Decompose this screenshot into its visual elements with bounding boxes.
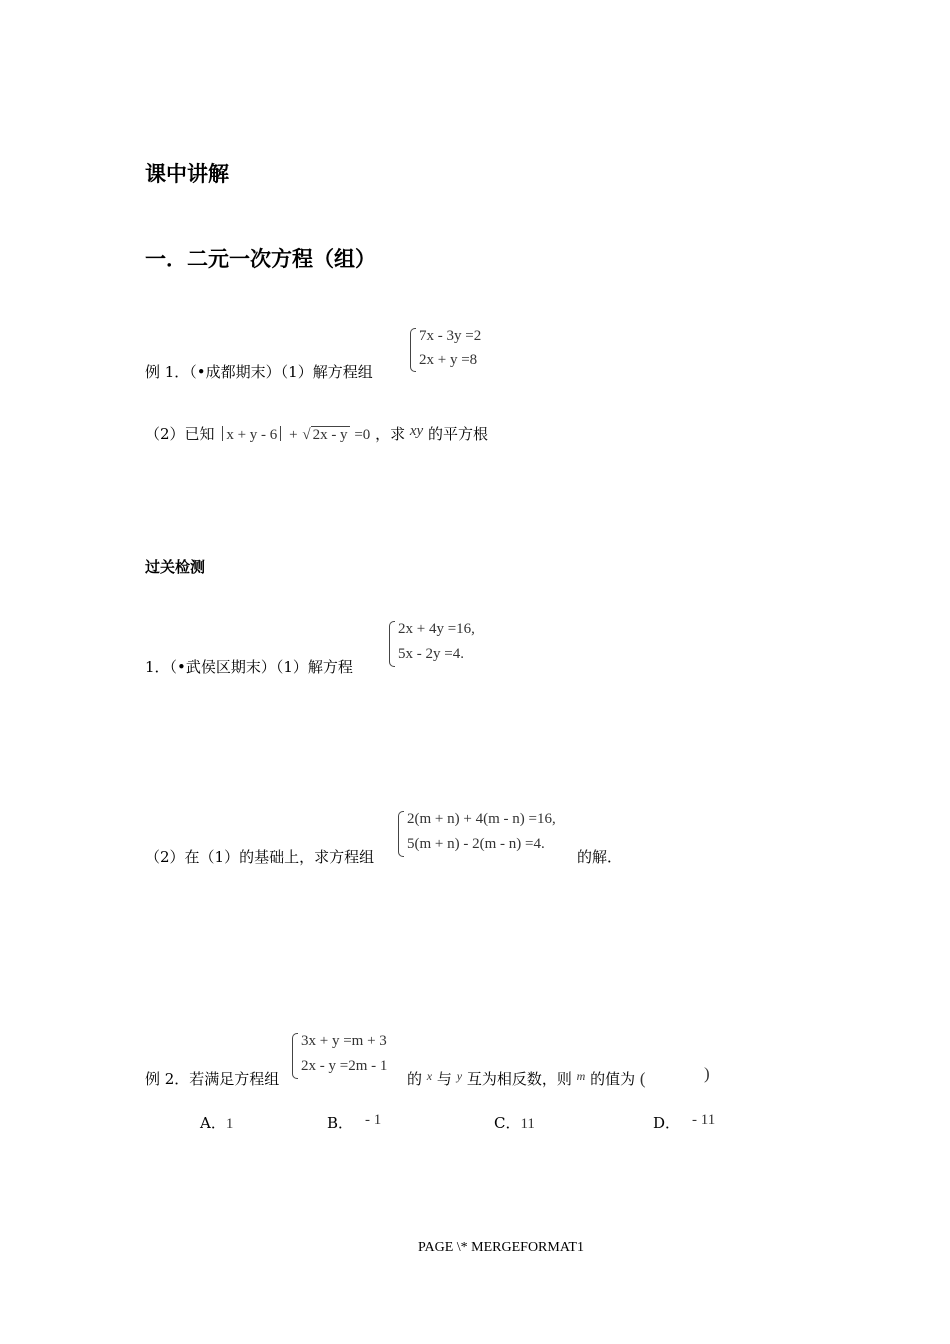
example2-question xyxy=(407,1068,646,1089)
example2-var-x: x xyxy=(426,1069,433,1083)
example2-mid2: 与 xyxy=(436,1070,452,1088)
example2-eq-1: 3x + y =m + 3 xyxy=(301,1033,387,1049)
q1-sys2-eq-2: 5(m + n) - 2(m - n) =4. xyxy=(407,836,545,852)
example2-eq-2: 2x - y =2m - 1 xyxy=(301,1058,388,1074)
example2-mid3: 互为相反数，则 xyxy=(466,1070,572,1088)
example2-mid4: 的值为 xyxy=(590,1070,636,1088)
example1-equation-system xyxy=(410,326,530,374)
option-a: A．1 xyxy=(200,1114,234,1132)
q1-eq-1: 2x + 4y =16, xyxy=(398,621,475,637)
example1-eq-zero: =0 xyxy=(354,427,371,443)
topic-title: 一．二元一次方程（组） xyxy=(145,247,376,271)
example2-equation-system xyxy=(292,1031,407,1081)
q1-sys2-eq-1: 2(m + n) + 4(m - n) =16, xyxy=(407,811,556,827)
example1-plus: + xyxy=(289,427,298,443)
example1-eq-1: 7x - 3y =2 xyxy=(419,328,482,344)
check-title: 过关检测 xyxy=(145,558,206,576)
q1-part2-prefix: （2）在（1）的基础上，求方程组 xyxy=(145,848,375,866)
example1-part2-mid: ，求 xyxy=(375,425,406,443)
option-b: B． - 1 xyxy=(327,1112,382,1132)
q1-eq-2: 5x - 2y =4. xyxy=(398,646,464,662)
page-footer: PAGE \* MERGEFORMAT1 xyxy=(418,1240,584,1255)
example2-mid1: 的 xyxy=(407,1070,423,1088)
answer-paren-close: ) xyxy=(704,1064,710,1083)
q1-lead: 1．（•武侯区期末）（1）解方程 xyxy=(145,658,353,676)
q1-part2-suffix: 的解． xyxy=(577,848,623,866)
example2-var-m: m xyxy=(576,1069,586,1083)
example1-part2-suffix: 的平方根 xyxy=(428,425,489,443)
answer-paren-open: ( xyxy=(639,1069,646,1088)
example2-lead: 例 2．若满足方程组 xyxy=(145,1070,280,1088)
q1-equation-system xyxy=(389,619,499,669)
example2-var-y: y xyxy=(456,1069,463,1083)
example1-eq-2: 2x + y =8 xyxy=(419,352,478,368)
option-c: C．11 xyxy=(494,1114,535,1132)
example1-lead: 例 1．（•成都期末）（1）解方程组 xyxy=(145,363,373,381)
example1-abs-expression: x + y - 6 xyxy=(219,427,284,443)
example1-part2 xyxy=(145,423,488,444)
q1-equation-system-2 xyxy=(398,809,578,859)
section-title: 课中讲解 xyxy=(145,162,229,186)
example1-sqrt-expression: √ 2x - y xyxy=(302,427,348,443)
example1-part2-prefix: （2）已知 xyxy=(145,425,215,443)
example1-var-xy: xy xyxy=(409,423,424,439)
option-d: D． - 11 xyxy=(653,1112,716,1132)
